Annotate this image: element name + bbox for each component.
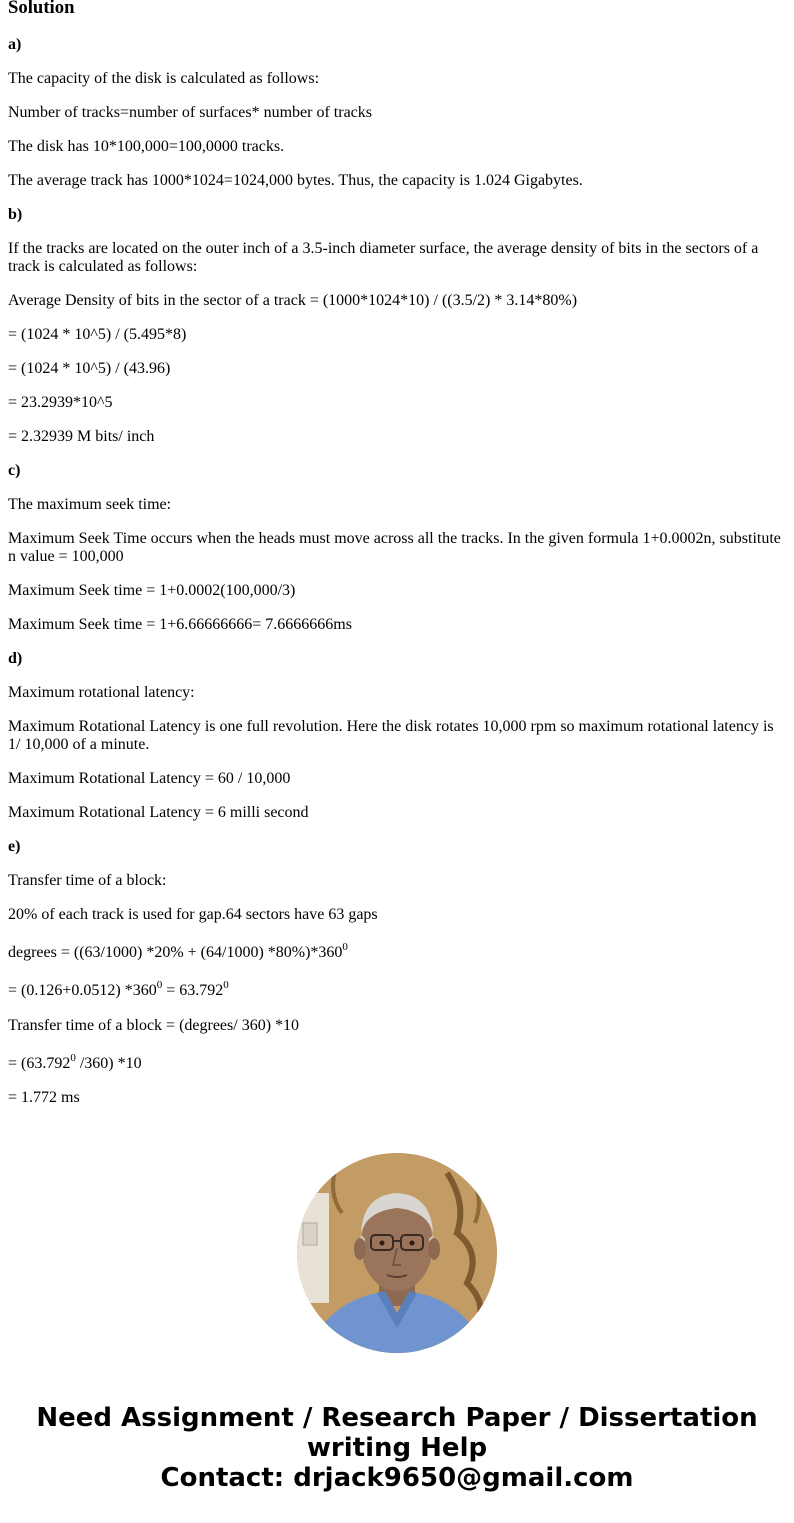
degree-superscript: 0 [223,978,229,991]
section-a-line: Number of tracks=number of surfaces* number of tracks [8,104,373,121]
section-a-line: The capacity of the disk is calculated as follows: [8,70,320,87]
section-a-heading: a) [8,36,22,53]
degree-superscript: 0 [70,1051,76,1064]
section-b-line: If the tracks are located on the outer inch of a 3.5-inch diameter surface, the average density of bits in the sectors of a track is calculated as follows: [8,240,759,275]
transfer-calculation [8,1051,786,1073]
transfer-result: = 1.772 ms [8,1089,80,1106]
section-e-heading: e) [8,838,21,855]
section-b-heading: b) [8,206,23,223]
contact-email: Contact: drjack9650@gmail.com [160,1463,634,1493]
contact-banner [0,1403,794,1493]
author-photo [297,1153,497,1353]
portrait-image [297,1153,497,1353]
page-title: Solution [8,0,75,18]
degrees-calculation [8,978,786,1000]
section-e-line: 20% of each track is used for gap.64 sectors have 63 gaps [8,906,378,923]
section-e-line: Transfer time of a block: [8,872,167,889]
section-c-line: Maximum Seek time = 1+6.66666666= 7.6666666ms [8,616,352,633]
section-d-line: Maximum rotational latency: [8,684,195,701]
degrees-formula [8,940,786,962]
transfer-calc-part: = (63.792 [8,1055,71,1072]
promo-line: writing Help [306,1433,488,1463]
section-d-heading: d) [8,650,23,667]
degrees-calc-part: = (0.126+0.0512) *360 [8,982,157,999]
section-d-line: Maximum Rotational Latency is one full revolution. Here the disk rotates 10,000 rpm so maximum rotational latency is 1/ 10,000 of a minute. [8,718,774,753]
section-a-line: The average track has 1000*1024=1024,000 bytes. Thus, the capacity is 1.024 Gigabytes. [8,172,583,189]
degrees-calc-part: = 63.792 [162,982,224,999]
section-c-line: The maximum seek time: [8,496,172,513]
section-b-line: = (1024 * 10^5) / (5.495*8) [8,326,187,343]
section-d-line: Maximum Rotational Latency = 6 milli second [8,804,309,821]
degrees-formula-text: degrees = ((63/1000) *20% + (64/1000) *80%)*360 [8,944,343,961]
transfer-calc-part: /360) *10 [75,1055,142,1072]
section-c-line: Maximum Seek time = 1+0.0002(100,000/3) [8,582,296,599]
section-b-line: = 23.2939*10^5 [8,394,113,411]
transfer-formula: Transfer time of a block = (degrees/ 360) *10 [8,1017,300,1034]
section-c-line: Maximum Seek Time occurs when the heads must move across all the tracks. In the given formula 1+0.0002n, substitute n value = 100,000 [8,530,781,565]
section-b-line: = 2.32939 M bits/ inch [8,428,155,445]
section-c-heading: c) [8,462,21,479]
section-b-line: Average Density of bits in the sector of a track = (1000*1024*10) / ((3.5/2) * 3.14*80%) [8,292,578,309]
section-d-line: Maximum Rotational Latency = 60 / 10,000 [8,770,291,787]
section-b-line: = (1024 * 10^5) / (43.96) [8,360,171,377]
promo-line: Need Assignment / Research Paper / Dissertation [36,1403,758,1433]
degree-superscript: 0 [342,940,348,953]
degree-superscript: 0 [156,978,163,991]
section-a-line: The disk has 10*100,000=100,0000 tracks. [8,138,285,155]
